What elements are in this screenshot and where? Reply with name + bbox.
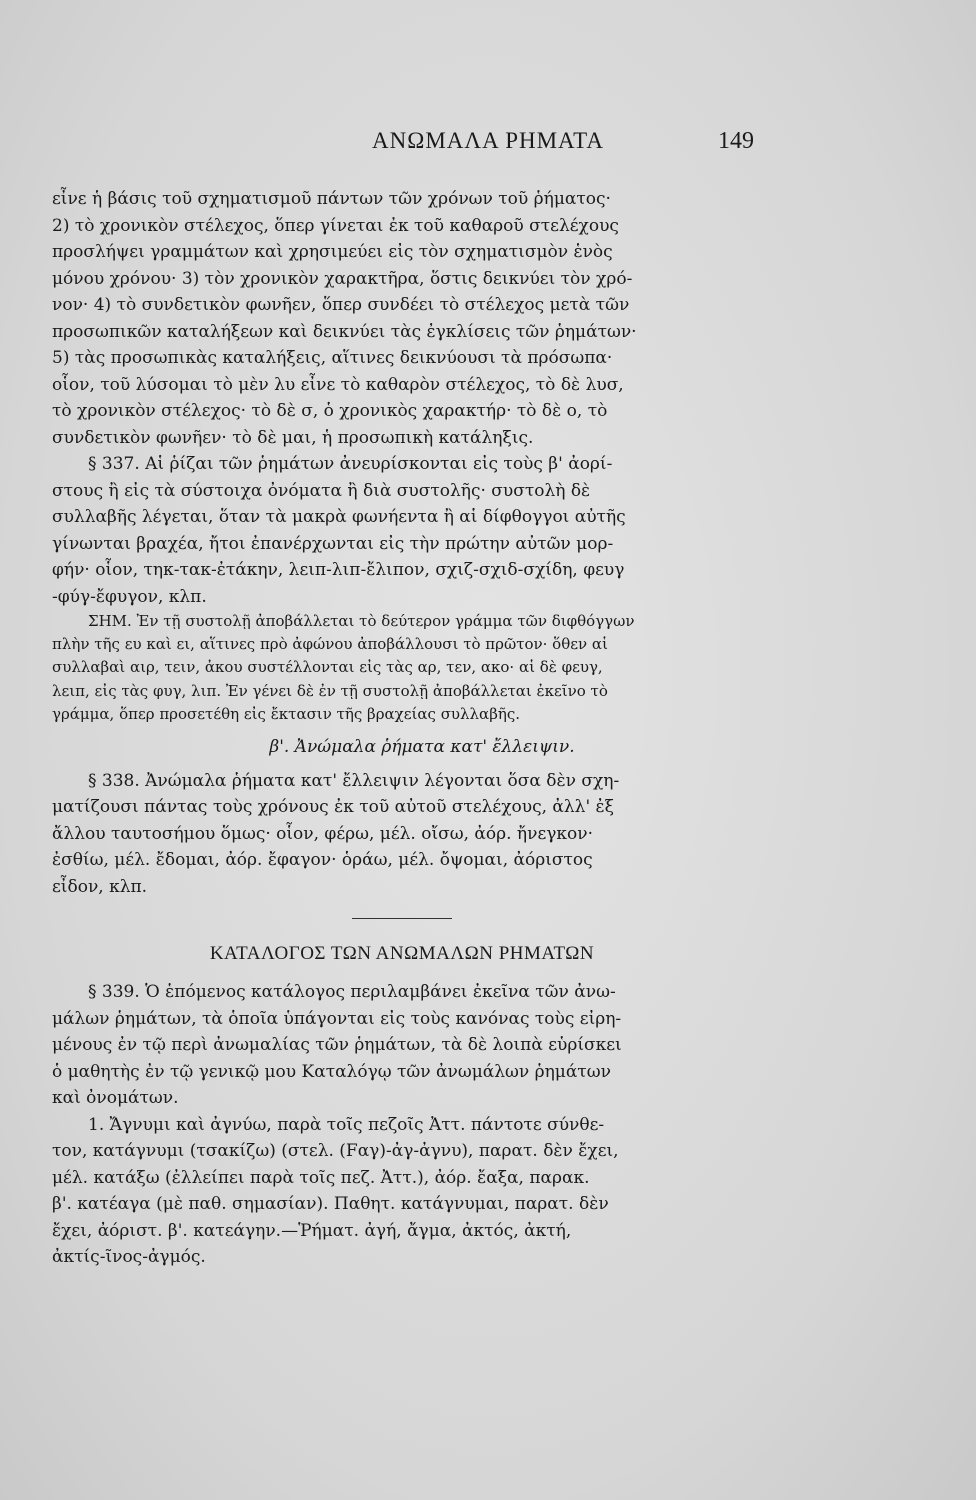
- section-338: [52, 768, 752, 901]
- text-line: μόνου χρόνου· 3) τὸν χρονικὸν χαρακτῆρα, ὅστις δεικνύει τὸν χρό-: [52, 268, 633, 289]
- text-line: νον· 4) τὸ συνδετικὸν φωνῆεν, ὅπερ συνδέει τὸ στέλεχος μετὰ τῶν: [52, 295, 630, 315]
- text-line: ἄλλου ταυτοσήμου ὅμως· οἷον, φέρω, μέλ. οἴσω, ἀόρ. ἤνεγκον·: [52, 823, 594, 844]
- text-line: ΣΗΜ. Ἐν τῇ συστολῇ ἀποβάλλεται τὸ δεύτερον γράμμα τῶν διφθόγγων: [88, 612, 635, 630]
- page-title: ΑΝΩΜΑΛΑ ΡΗΜΑΤΑ: [372, 128, 604, 153]
- text-line: 1. Ἄγνυμι καὶ ἀγνύω, παρὰ τοῖς πεζοῖς Ἀττ. πάντοτε σύνθε-: [88, 1114, 605, 1135]
- running-head: [0, 128, 976, 168]
- text-line: μάλων ῥημάτων, τὰ ὁποῖα ὑπάγονται εἰς τοὺς κανόνας τοὺς εἰρη-: [52, 1008, 622, 1029]
- section-339: [52, 979, 752, 1112]
- text-line: ἐσθίω, μέλ. ἔδομαι, ἀόρ. ἔφαγον· ὁράω, μέλ. ὄψομαι, ἀόριστος: [52, 850, 593, 871]
- text-line: συνδετικὸν φωνῆεν· τὸ δὲ μαι, ἡ προσωπικὴ κατάληξις.: [52, 427, 534, 448]
- text-line: § 338. Ἀνώμαλα ῥήματα κατ' ἔλλειψιν λέγονται ὅσα δὲν σχη-: [88, 770, 620, 791]
- text-line: πλὴν τῆς ευ καὶ ει, αἵτινες πρὸ ἀφώνου ἀποβάλλουσι τὸ πρῶτον· ὅθεν αἱ: [52, 635, 608, 654]
- text-line: § 337. Αἱ ῥίζαι τῶν ῥημάτων ἀνευρίσκονται εἰς τοὺς β' ἀορί-: [88, 454, 613, 474]
- body-text: [52, 186, 752, 1271]
- text-line: § 339. Ὁ ἑπόμενος κατάλογος περιλαμβάνει ἐκεῖνα τῶν ἀνω-: [88, 982, 616, 1003]
- text-line: συλλαβῆς λέγεται, ὅταν τὰ μακρὰ φωνήεντα ἢ αἱ δίφθογγοι αὐτῆς: [52, 507, 626, 527]
- text-line: ὁ μαθητὴς ἐν τῷ γενικῷ μου Καταλόγῳ τῶν ἀνωμάλων ῥημάτων: [52, 1061, 611, 1082]
- text-line: β'. κατέαγα (μὲ παθ. σημασίαν). Παθητ. κατάγνυμαι, παρατ. δὲν: [52, 1194, 609, 1215]
- page-number: 149: [718, 128, 754, 154]
- text-line: οἷον, τοῦ λύσομαι τὸ μὲν λυ εἶνε τὸ καθαρὸν στέλεχος, τὸ δὲ λυσ,: [52, 374, 624, 395]
- text-line: στους ἢ εἰς τὰ σύστοιχα ὀνόματα ἢ διὰ συστολῆς· συστολὴ δὲ: [52, 480, 591, 501]
- note-paragraph: [52, 610, 752, 726]
- text-line: -φύγ-ἔφυγον, κλπ.: [52, 586, 207, 607]
- text-line: ματίζουσι πάντας τοὺς χρόνους ἐκ τοῦ αὐτοῦ στελέχους, ἀλλ' ἐξ: [52, 797, 615, 818]
- text-line: προσωπικῶν καταλήξεων καὶ δεικνύει τὰς ἐγκλίσεις τῶν ῥημάτων·: [52, 321, 637, 342]
- text-line: φήν· οἷον, τηκ-τακ-ἐτάκην, λειπ-λιπ-ἔλιπον, σχιζ-σχιδ-σχίδη, φευγ: [52, 560, 625, 580]
- text-line: προσλήψει γραμμάτων καὶ χρησιμεύει εἰς τὸν σχηματισμὸν ἑνὸς: [52, 242, 613, 262]
- text-line: μένους ἐν τῷ περὶ ἀνωμαλίας τῶν ῥημάτων, τὰ δὲ λοιπὰ εὑρίσκει: [52, 1035, 622, 1056]
- text-line: καὶ ὀνομάτων.: [52, 1088, 179, 1109]
- text-line: συλλαβαὶ αιρ, τειν, ἀκου συστέλλονται εἰς τὰς αρ, τεν, ακο· αἱ δὲ φευγ,: [52, 658, 603, 677]
- text-line: ἀκτίς-ῖνος-ἀγμός.: [52, 1247, 206, 1268]
- divider-rule: [352, 918, 452, 919]
- catalog-heading: ΚΑΤΑΛΟΓΟΣ ΤΩΝ ΑΝΩΜΑΛΩΝ ΡΗΜΑΤΩΝ: [209, 943, 595, 965]
- text-line: γράμμα, ὅπερ προσετέθη εἰς ἔκτασιν τῆς βραχείας συλλαβῆς.: [52, 704, 521, 723]
- text-line: 2) τὸ χρονικὸν στέλεχος, ὅπερ γίνεται ἐκ τοῦ καθαροῦ στελέχους: [52, 215, 619, 236]
- text-line: 5) τὰς προσωπικὰς καταλήξεις, αἵτινες δεικνύουσι τὰ πρόσωπα·: [52, 348, 613, 368]
- text-line: λειπ, εἰς τὰς φυγ, λιπ. Ἐν γένει δὲ ἐν τῇ συστολῇ ἀποβάλλεται ἐκεῖνο τὸ: [52, 681, 608, 700]
- text-line: τον, κατάγνυμι (τσακίζω) (στελ. (Fαγ)-ἀγ-ἀγνυ), παρατ. δὲν ἔχει,: [52, 1141, 619, 1162]
- text-line: ἔχει, ἀόριστ. β'. κατεάγην.—Ῥήματ. ἀγή, ἄγμα, ἀκτός, ἀκτή,: [52, 1220, 572, 1241]
- text-line: μέλ. κατάξω (ἐλλείπει παρὰ τοῖς πεζ. Ἀττ.), ἀόρ. ἔαξα, παρακ.: [52, 1167, 590, 1188]
- subheading: β'. Ἀνώμαλα ῥήματα κατ' ἔλλειψιν.: [269, 736, 575, 757]
- text-line: εἶδον, κλπ.: [52, 876, 148, 897]
- text-line: γίνωνται βραχέα, ἤτοι ἐπανέρχωνται εἰς τὴν πρώτην αὐτῶν μορ-: [52, 533, 614, 554]
- catalog-entry-1: [52, 1112, 752, 1271]
- intro-paragraph: [52, 186, 752, 451]
- text-line: τὸ χρονικὸν στέλεχος· τὸ δὲ σ, ὁ χρονικὸς χαρακτήρ· τὸ δὲ ο, τὸ: [52, 401, 608, 421]
- text-line: εἶνε ἡ βάσις τοῦ σχηματισμοῦ πάντων τῶν χρόνων τοῦ ῥήματος·: [52, 189, 611, 209]
- section-337: [52, 451, 752, 610]
